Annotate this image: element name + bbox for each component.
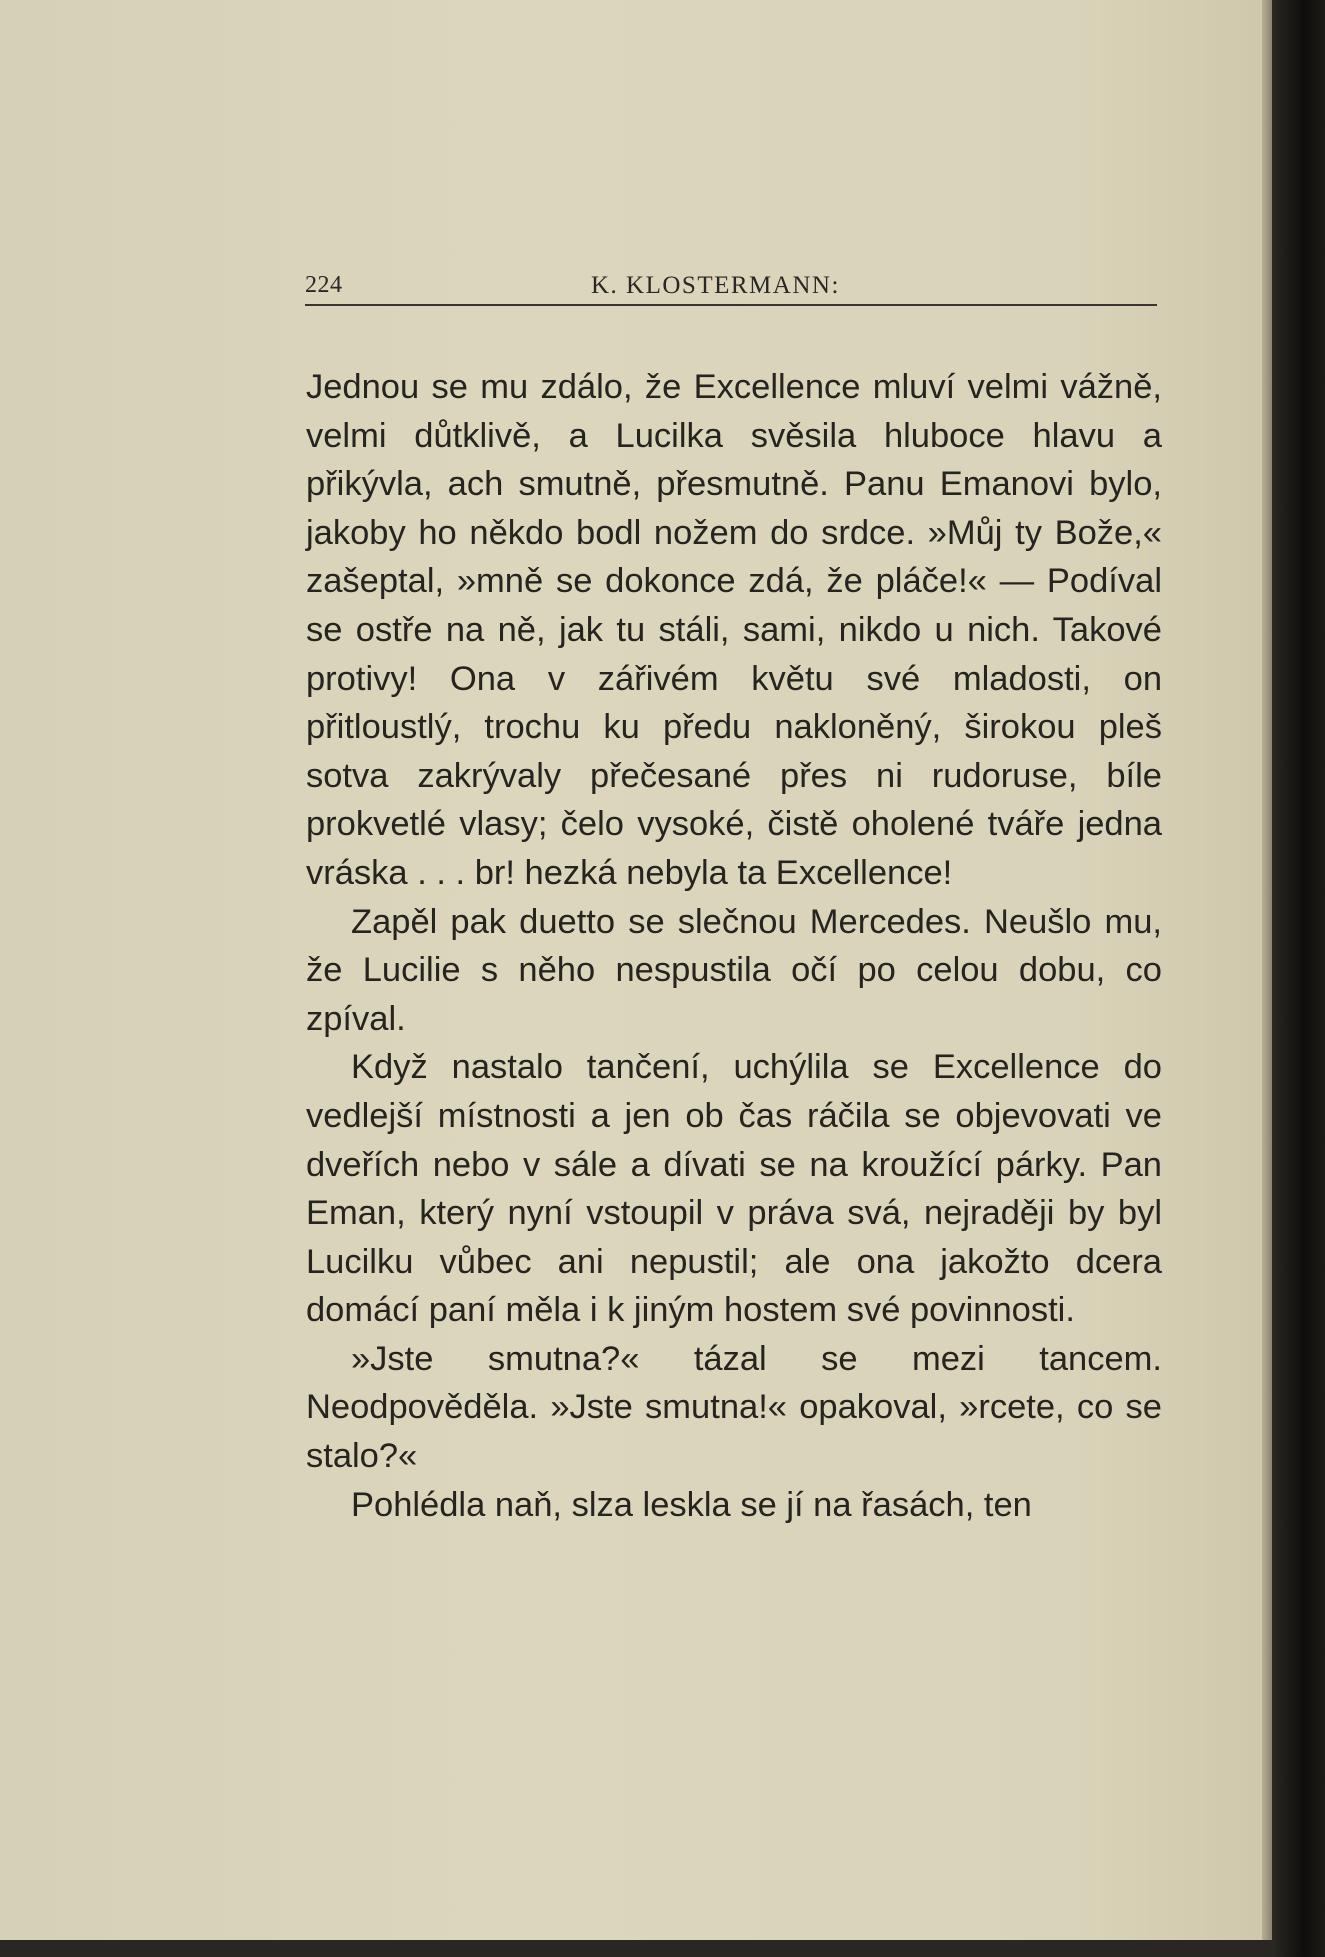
page-edge [1262, 0, 1272, 1940]
book-binding [1272, 0, 1325, 1957]
body-text [306, 363, 1162, 1529]
paragraph: Když nastalo tančení, uchýlila se Excellence do vedlejší místnosti a jen ob čas ráčila se objevovati ve dveřích nebo v sále a dívati se na kroužící párky. Pan Eman, který nyní vstoupil v práva svá, nejraději by byl Lucilku vůbec ani nepustil; ale ona jakožto dcera domácí paní měla i k jiným hostem své povinnosti. [306, 1048, 1162, 1330]
paragraph: »Jste smutna?« tázal se mezi tancem. Neodpověděla. »Jste smutna!« opakoval, »rcete, co se stalo?« [306, 1339, 1162, 1476]
paragraph: Jednou se mu zdálo, že Excellence mluví velmi vážně, velmi důtklivě, a Lucilka svěsila hluboce hlavu a přikývla, ach smutně, přesmutně. Panu Emanovi bylo, jakoby ho někdo bodl nožem do srdce. »Můj ty Bože,« zašeptal, »mně se dokonce zdá, že pláče!« — Podíval se ostře na ně, jak tu stáli, sami, nikdo u nich. Takové protivy! Ona v zářivém květu své mladosti, on přitloustlý, trochu ku předu nakloněný, širokou pleš sotva zakrývaly přečesané přes ni rudoruse, bíle prokvetlé vlasy; čelo vysoké, čistě oholené tváře jedna vráska . . . br! hezká nebyla ta Excellence! [306, 368, 1162, 892]
page-number: 224 [305, 272, 343, 298]
bottom-edge [0, 1940, 1272, 1957]
paragraph: Zapěl pak duetto se slečnou Mercedes. Neušlo mu, že Lucilie s něho nespustila očí po celou dobu, co zpíval. [306, 902, 1162, 1038]
paragraph: Pohlédla naň, slza leskla se jí na řasách, ten [351, 1485, 1032, 1524]
page-header [305, 268, 1157, 306]
running-head: K. KLOSTERMANN: [591, 272, 840, 299]
